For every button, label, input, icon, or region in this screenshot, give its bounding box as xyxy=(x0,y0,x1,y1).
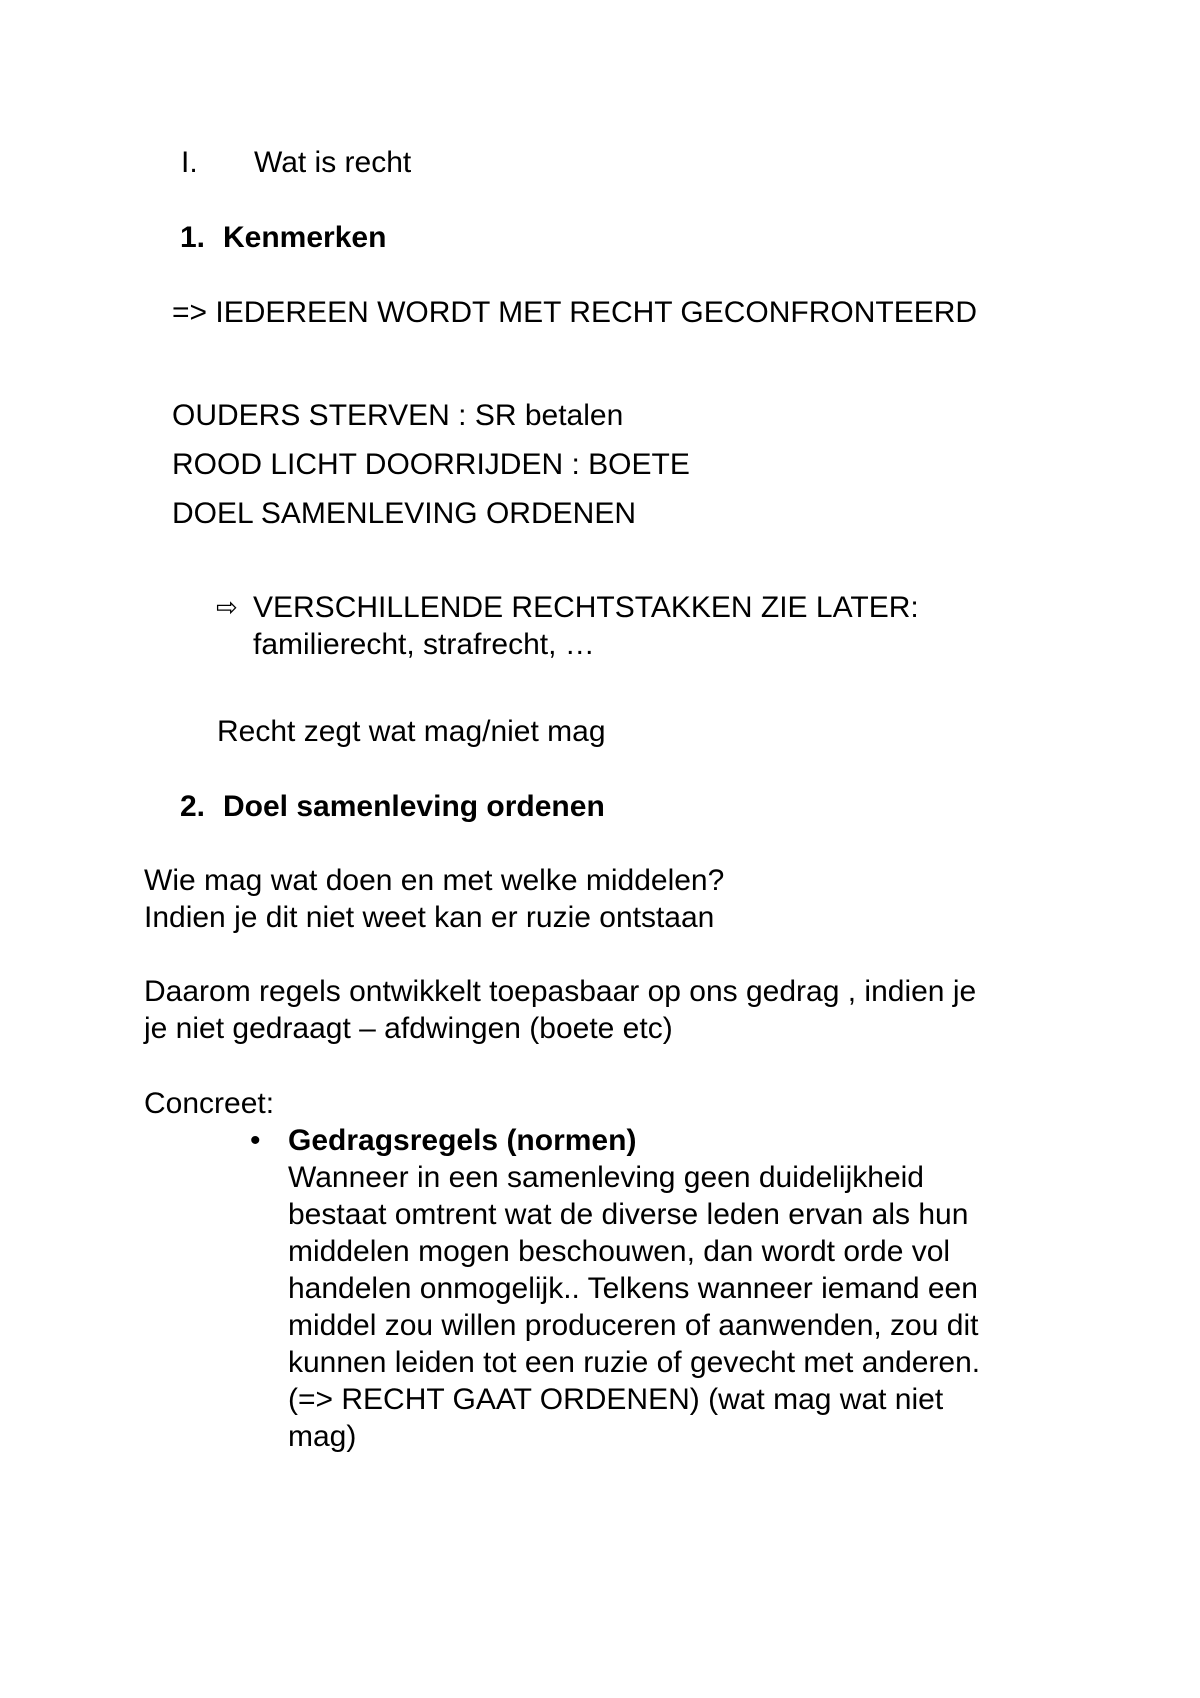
gedragsregels-line: mag) xyxy=(288,1420,357,1453)
rechtstakken-note xyxy=(253,589,919,663)
paragraph-line: Wie mag wat doen en met welke middelen? xyxy=(144,864,725,897)
paragraph-line: Daarom regels ontwikkelt toepasbaar op ons gedrag , indien je xyxy=(144,975,977,1008)
gedragsregels-line: (=> RECHT GAAT ORDENEN) (wat mag wat niet xyxy=(288,1383,944,1416)
rechtstakken-line: VERSCHILLENDE RECHTSTAKKEN ZIE LATER: xyxy=(253,591,919,624)
paragraph-line: Indien je dit niet weet kan er ruzie ontstaan xyxy=(144,901,715,934)
section-title: Wat is recht xyxy=(254,146,412,179)
right-arrow-icon: ⇨ xyxy=(216,592,238,622)
gedragsregels-line: middelen mogen beschouwen, dan wordt orde vol xyxy=(288,1235,951,1268)
bullet-icon: • xyxy=(250,1124,261,1157)
heading-kenmerken: Kenmerken xyxy=(223,221,387,254)
example-line: ROOD LICHT DOORRIJDEN : BOETE xyxy=(172,448,690,481)
recht-note: Recht zegt wat mag/niet mag xyxy=(217,715,606,748)
section-number: I. xyxy=(181,146,198,179)
concreet-label: Concreet: xyxy=(144,1087,275,1120)
example-line: OUDERS STERVEN : SR betalen xyxy=(172,399,624,432)
kenmerken-statement: => IEDEREEN WORDT MET RECHT GECONFRONTEERD xyxy=(172,296,978,329)
gedragsregels-title: Gedragsregels (normen) xyxy=(288,1124,637,1157)
heading-doel: Doel samenleving ordenen xyxy=(223,790,605,823)
gedragsregels-line: Wanneer in een samenleving geen duidelijkheid xyxy=(288,1161,924,1194)
rechtstakken-line: familierecht, strafrecht, … xyxy=(253,628,595,661)
heading-number-1: 1. xyxy=(180,221,206,254)
heading-number-2: 2. xyxy=(180,790,206,823)
paragraph-line: je niet gedraagt – afdwingen (boete etc) xyxy=(144,1012,673,1045)
gedragsregels-line: middel zou willen produceren of aanwenden, zou dit xyxy=(288,1309,979,1342)
gedragsregels-line: kunnen leiden tot een ruzie of gevecht met anderen. xyxy=(288,1346,981,1379)
gedragsregels-line: handelen onmogelijk.. Telkens wanneer iemand een xyxy=(288,1272,978,1305)
doel-paragraph-1 xyxy=(144,862,724,936)
gedragsregels-item xyxy=(288,1122,980,1455)
kenmerken-examples xyxy=(172,391,690,538)
doel-paragraph-2 xyxy=(144,973,976,1047)
example-line: DOEL SAMENLEVING ORDENEN xyxy=(172,497,636,530)
gedragsregels-line: bestaat omtrent wat de diverse leden ervan als hun xyxy=(288,1198,969,1231)
